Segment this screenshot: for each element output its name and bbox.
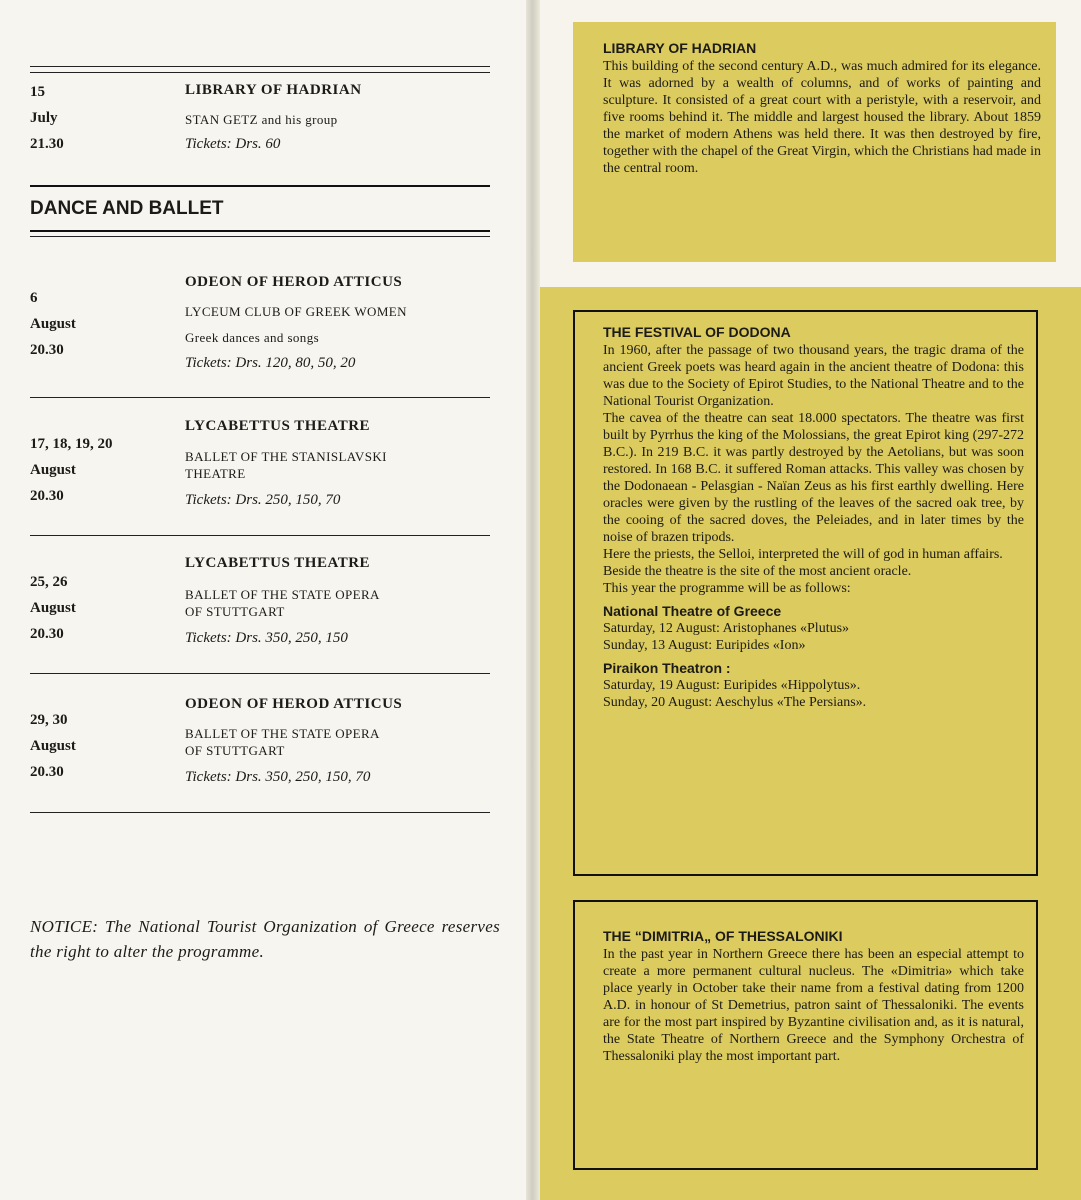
divider (30, 397, 490, 398)
dodona-paragraph: Beside the theatre is the site of the most ancient oracle. (603, 564, 912, 579)
schedule-line: Sunday, 20 August: Aeschylus «The Persians». (603, 695, 867, 710)
event-tickets: Tickets: Drs. 120, 80, 50, 20 (185, 355, 356, 371)
divider (30, 673, 490, 674)
dodona-paragraph: In 1960, after the passage of two thousand years, the tragic drama of the ancient Greek poets was heard again in the ancient theatre of Dodona: this was due to the Society of Epirot Studies, to the National Theatre and to the National Tourist Organization. (603, 343, 1024, 409)
event-detail: Greek dances and songs (185, 330, 320, 345)
event-tickets: Tickets: Drs. 60 (185, 136, 281, 152)
divider (30, 66, 490, 67)
dimitria-text: In the past year in Northern Greece there has been an especial attempt to create a more permanent cultural nucleus. The «Dimitria» which take place yearly in October take their name from a festival dating from 1200 A.D. in honour of St Demetrius, patron saint of Thessaloniki. The events are for the most part inspired by Byzantine civilisation and, as it is natural, the State Theatre of Northern Greece and the Symphony Orchestra of Thessaloniki play the most important part. (603, 947, 1024, 1064)
event-detail: OF STUTTGART (185, 604, 285, 619)
event-detail: THEATRE (185, 466, 246, 481)
dodona-paragraph: Here the priests, the Selloi, interpreted the will of god in human affairs. (603, 547, 1003, 562)
event-tickets: Tickets: Drs. 250, 150, 70 (185, 492, 341, 508)
event-venue: LYCABETTUS THEATRE (185, 555, 371, 571)
event-performer: STAN GETZ and his group (185, 112, 338, 127)
right-page (540, 0, 1081, 1200)
schedule-line: Sunday, 13 August: Euripides «Ion» (603, 638, 806, 653)
piraikon-heading: Piraikon Theatron : (603, 660, 731, 676)
event-dates: 6 (30, 290, 38, 306)
event-venue: ODEON OF HEROD ATTICUS (185, 696, 403, 712)
event-tickets: Tickets: Drs. 350, 250, 150 (185, 630, 348, 646)
event-detail: OF STUTTGART (185, 743, 285, 758)
event-performer: BALLET OF THE STATE OPERA (185, 587, 380, 602)
event-time: 20.30 (30, 626, 64, 642)
event-venue: LYCABETTUS THEATRE (185, 418, 371, 434)
event-time: 20.30 (30, 764, 64, 780)
hadrian-title: LIBRARY OF HADRIAN (603, 40, 757, 56)
event-month: August (30, 316, 76, 332)
event-dates: 29, 30 (30, 712, 68, 728)
national-theatre-heading: National Theatre of Greece (603, 603, 782, 619)
page-fold (526, 0, 540, 1200)
hadrian-text: This building of the second century A.D., was much admired for its elegance. It was adorned by a wealth of columns, and of works of painting and sculpture. It consisted of a great court with a peristyle, with a reservoir, and five rooms behind it. The middle and largest housed the library. About 1859 the market of modern Athens was held there. It was then destroyed by fire, together with the chapel of the Great Virgin, which the Christians had made in the central room. (603, 59, 1041, 176)
event-month: August (30, 600, 76, 616)
schedule-line: Saturday, 12 August: Aristophanes «Plutus» (603, 621, 850, 636)
event-performer: BALLET OF THE STATE OPERA (185, 726, 380, 741)
event-dates: 17, 18, 19, 20 (30, 436, 113, 452)
event-venue: LIBRARY OF HADRIAN (185, 82, 362, 98)
hadrian-panel (573, 22, 1056, 262)
event-performer: BALLET OF THE STANISLAVSKI (185, 449, 387, 464)
event-performer: LYCEUM CLUB OF GREEK WOMEN (185, 304, 407, 319)
dimitria-title: THE “DIMITRIA„ OF THESSALONIKI (603, 928, 843, 944)
divider (30, 72, 490, 73)
notice: NOTICE: The National Tourist Organization of Greece reserves the right to alter the programme. (30, 917, 500, 961)
dimitria-box (573, 900, 1038, 1170)
divider (30, 535, 490, 536)
divider (30, 812, 490, 813)
event-time: 20.30 (30, 342, 64, 358)
section-title: DANCE AND BALLET (30, 198, 224, 219)
dodona-paragraph: The cavea of the theatre can seat 18.000 spectators. The theatre was first built by Pyrrhus the king of the Molossians, the great Epirot king (297-272 B.C.). In 219 B.C. it was partly destroyed by the Aetolians, but was soon restored. In 168 B.C. it suffered Roman attacks. This valley was chosen by the Dodonaean - Pelasgian - Naïan Zeus as his first earthly dwelling. Here oracles were given by the rustling of the leaves of the sacred oak tree, by the cooing of the sacred doves, the Peleiades, and in later times by the noise of brazen tripods. (603, 411, 1024, 545)
event-month: August (30, 738, 76, 754)
event-time: 20.30 (30, 488, 64, 504)
dodona-title: THE FESTIVAL OF DODONA (603, 324, 791, 340)
divider (30, 236, 490, 237)
event-time: 21.30 (30, 136, 64, 152)
divider (30, 185, 490, 187)
event-dates: 25, 26 (30, 574, 68, 590)
event-venue: ODEON OF HEROD ATTICUS (185, 274, 403, 290)
dodona-paragraph: This year the programme will be as follows: (603, 581, 851, 596)
event-month: July (30, 110, 58, 126)
event-tickets: Tickets: Drs. 350, 250, 150, 70 (185, 769, 371, 785)
event-day: 15 (30, 84, 45, 100)
dodona-box (573, 310, 1038, 876)
divider (30, 230, 490, 232)
event-month: August (30, 462, 76, 478)
left-page (0, 0, 528, 1200)
schedule-line: Saturday, 19 August: Euripides «Hippolytus». (603, 678, 861, 693)
